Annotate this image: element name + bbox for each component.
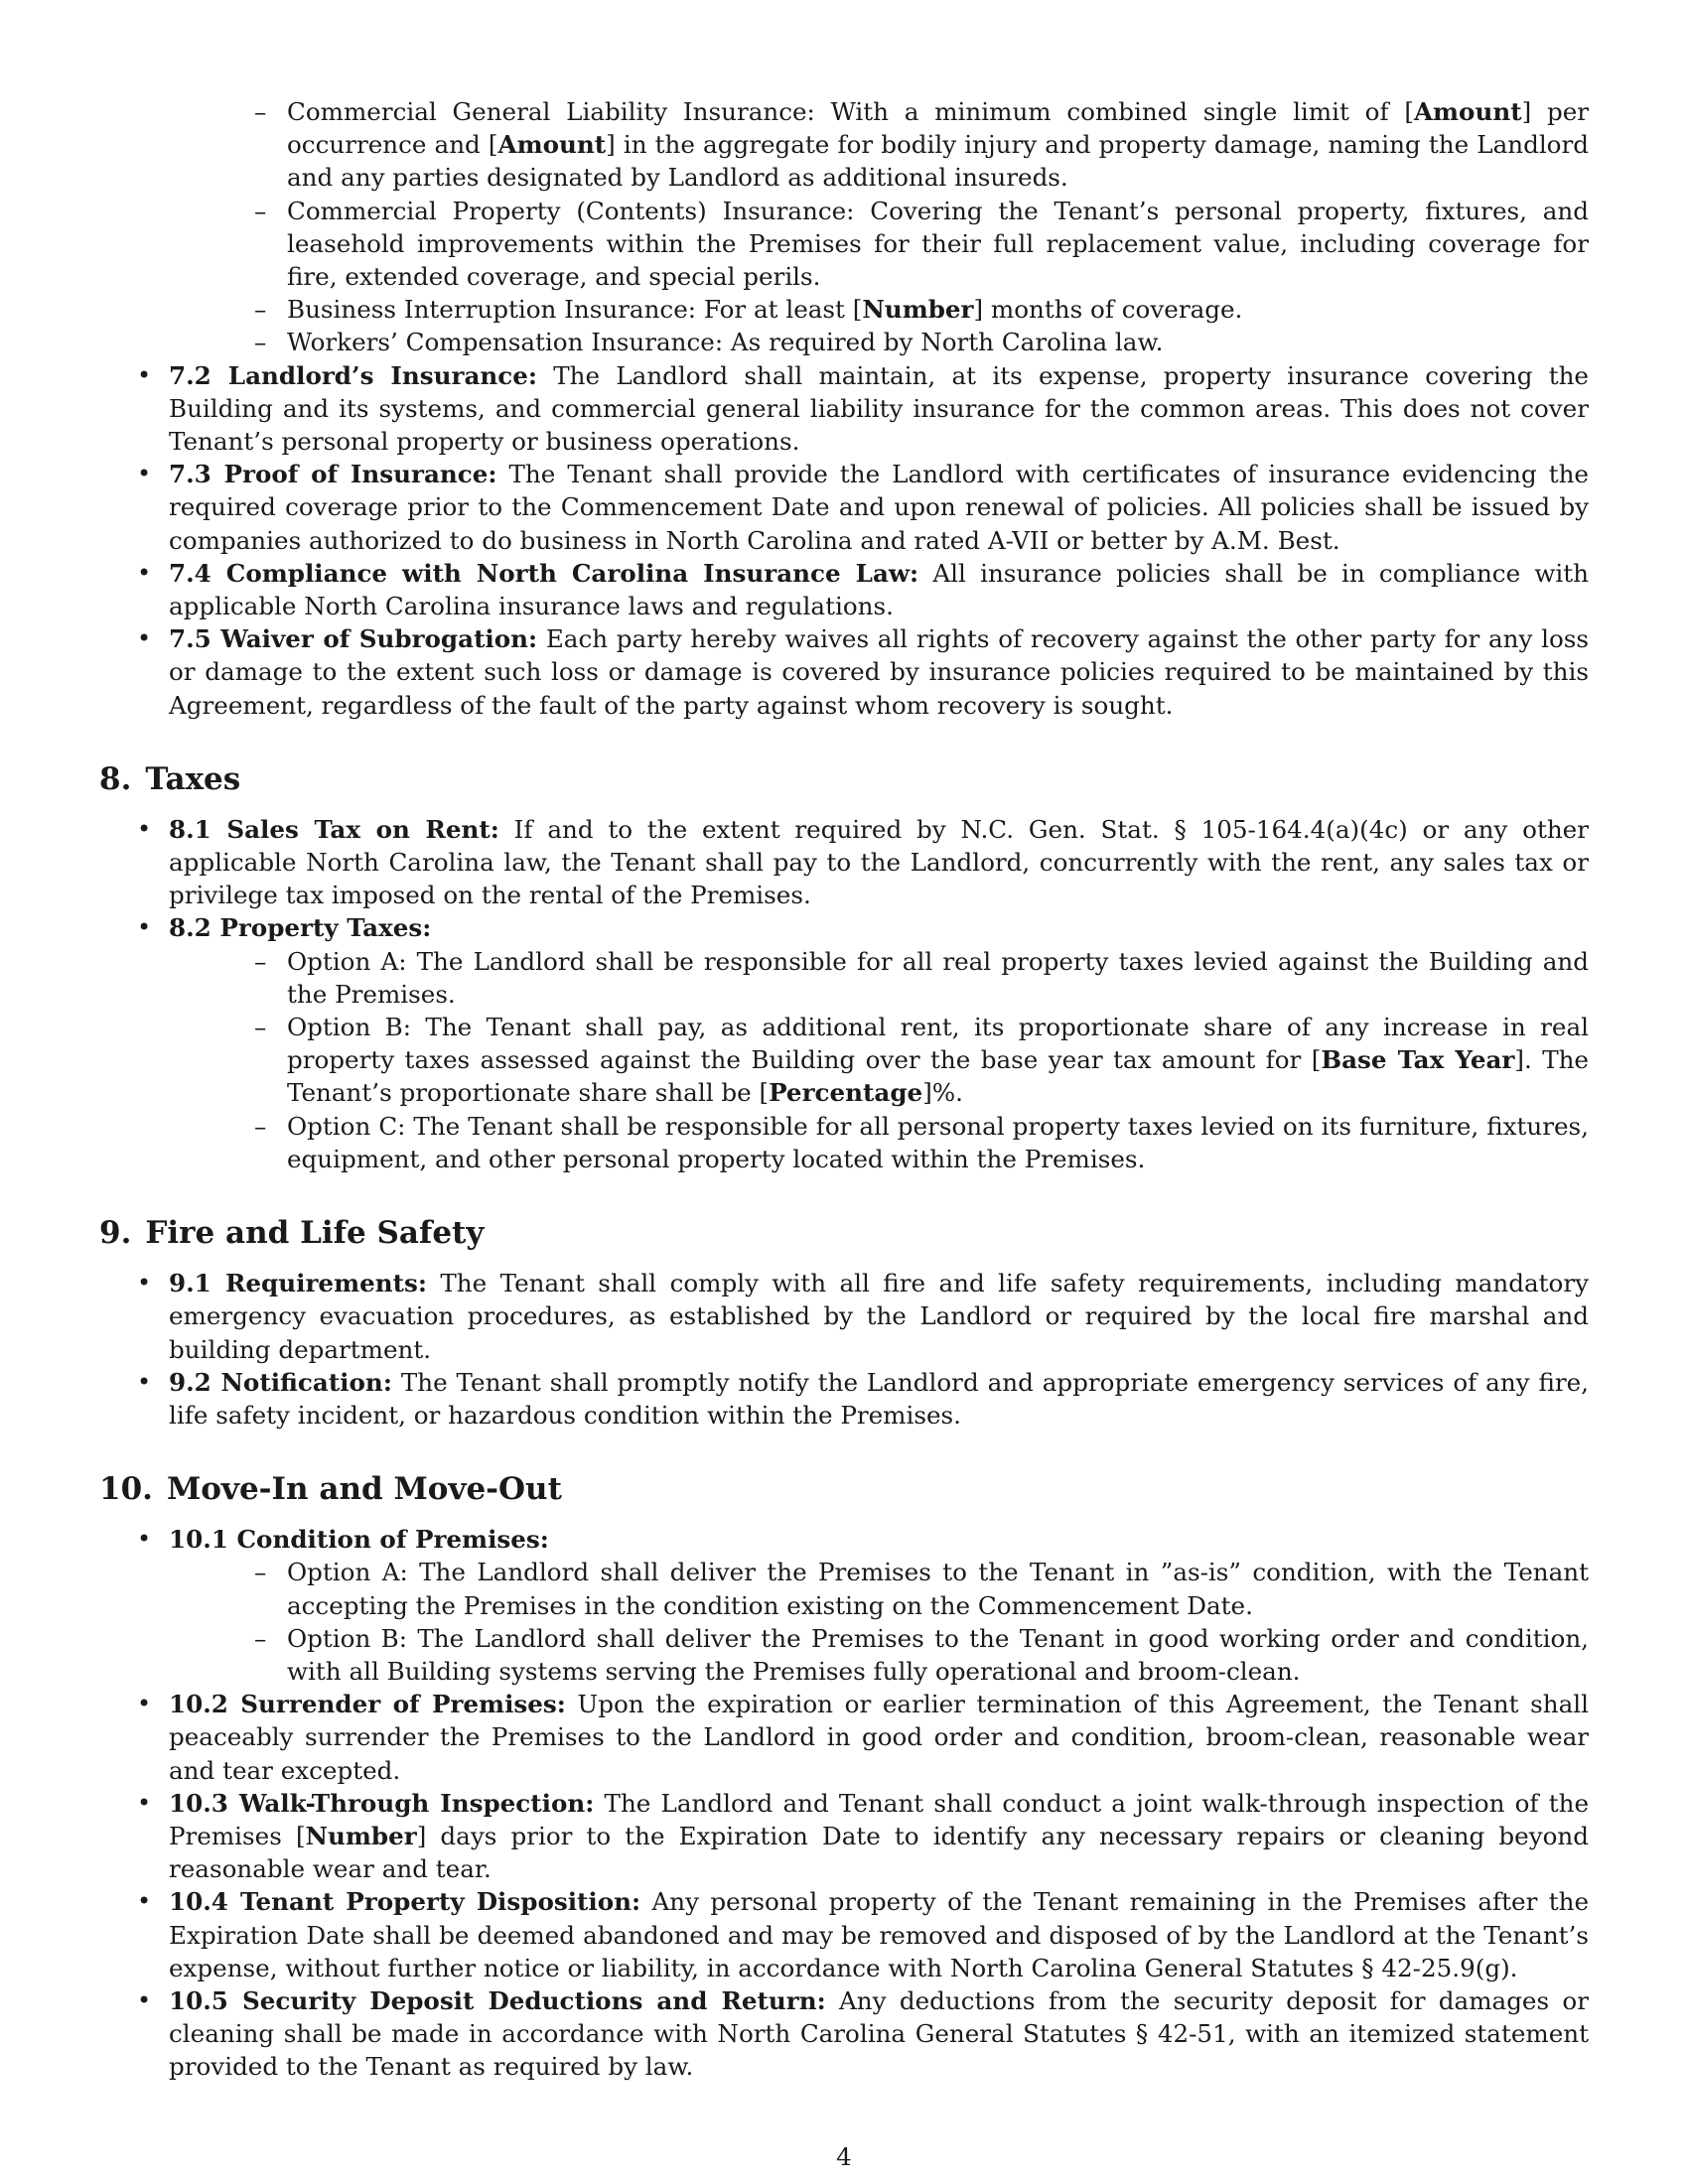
section-heading-taxes: 8. Taxes bbox=[99, 760, 241, 797]
list-item: – Option A: The Landlord shall be responsible for all real property taxes levied against the Building and the Premises. bbox=[254, 946, 1589, 1009]
list-item: • 10.5 Security Deposit Deductions and Return: Any deductions from the security deposit for damages or cleaning shall be made in accordance with North Carolina General Statutes § 42-51, with an itemized statement provided to the Tenant as required by law. bbox=[137, 1985, 1589, 2082]
condition-options bbox=[227, 1556, 1589, 1688]
list-item: – Workers’ Compensation Insurance: As required by North Carolina law. bbox=[254, 328, 1164, 357]
list-item: • 10.1 Condition of Premises: bbox=[137, 1525, 549, 1555]
page-number: 4 bbox=[836, 2142, 852, 2171]
section-7-items bbox=[99, 359, 1589, 722]
section-heading-fire-safety: 9. Fire and Life Safety bbox=[99, 1215, 485, 1252]
section-10-items-b bbox=[99, 1688, 1589, 2083]
list-item: • 10.2 Surrender of Premises: Upon the expiration or earlier termination of this Agreement, the Tenant shall peaceably surrender the Premises to the Landlord in good order and condition, broom-clean, reasonable wear and tear excepted. bbox=[137, 1690, 1589, 1785]
list-item: – Commercial Property (Contents) Insurance: Covering the Tenant’s personal property, fixtures, and leasehold improvements within the Premises for their full replacement value, including coverage for fire, extended coverage, and special perils. bbox=[254, 196, 1589, 292]
section-10-items-a bbox=[99, 1523, 1589, 1556]
section-9-items bbox=[99, 1267, 1589, 1432]
list-item: – Option B: The Landlord shall deliver the Premises to the Tenant in good working order and condition, with all Building systems serving the Premises fully operational and broom-clean. bbox=[254, 1623, 1589, 1686]
property-tax-options bbox=[227, 945, 1589, 1175]
list-item: • 7.5 Waiver of Subrogation: Each party hereby waives all rights of recovery against the other party for any loss or damage to the extent such loss or damage is covered by insurance policies required to be maintained by this Agreement, regardless of the fault of the party against whom recovery is sought. bbox=[137, 624, 1589, 720]
list-item: • 9.1 Requirements: The Tenant shall comply with all fire and life safety requirements, including mandatory emergency evacuation procedures, as established by the Landlord or required by the local fire marshal and building department. bbox=[137, 1269, 1589, 1364]
list-item: • 8.1 Sales Tax on Rent: If and to the extent required by N.C. Gen. Stat. § 105-164.4(a)(4c) or any other applicable North Carolina law, the Tenant shall pay to the Landlord, concurrently with the rent, any sales tax or privilege tax imposed on the rental of the Premises. bbox=[137, 814, 1589, 910]
list-item: • 8.2 Property Taxes: bbox=[137, 913, 432, 943]
section-8-items bbox=[99, 813, 1589, 945]
list-item: • 7.3 Proof of Insurance: The Tenant shall provide the Landlord with certificates of insurance evidencing the required coverage prior to the Commencement Date and upon renewal of policies. All policies shall be issued by companies authorized to do business in North Carolina and rated A-VII or better by A.M. Best. bbox=[137, 460, 1589, 555]
list-item: – Commercial General Liability Insurance: With a minimum combined single limit of [Amount] per occurrence and [Amount] in the aggregate for bodily injury and property damage, naming the Landlord and any parties designated by Landlord as additional insureds. bbox=[254, 97, 1590, 193]
list-item: • 10.4 Tenant Property Disposition: Any personal property of the Tenant remaining in the Premises after the Expiration Date shall be deemed abandoned and may be removed and disposed of by the Landlord at the Tenant’s expense, without further notice or liability, in accordance with North Carolina General Statutes § 42-25.9(g). bbox=[137, 1887, 1589, 1982]
list-item: – Option A: The Landlord shall deliver the Premises to the Tenant in ”as-is” condition, with the Tenant accepting the Premises in the condition existing on the Commencement Date. bbox=[254, 1558, 1589, 1620]
list-item: • 10.3 Walk-Through Inspection: The Landlord and Tenant shall conduct a joint walk-through inspection of the Premises [Number] days prior to the Expiration Date to identify any necessary repairs or cleaning beyond reasonable wear and tear. bbox=[137, 1788, 1589, 1884]
list-item: • 7.4 Compliance with North Carolina Insurance Law: All insurance policies shall be in compliance with applicable North Carolina insurance laws and regulations. bbox=[137, 558, 1589, 621]
insurance-types-list bbox=[227, 95, 1589, 359]
list-item: – Business Interruption Insurance: For at least [Number] months of coverage. bbox=[254, 295, 1243, 325]
list-item: • 7.2 Landlord’s Insurance: The Landlord shall maintain, at its expense, property insurance covering the Building and its systems, and commercial general liability insurance for the common areas. This does not cover Tenant’s personal property or business operations. bbox=[137, 360, 1589, 457]
list-item: • 9.2 Notification: The Tenant shall promptly notify the Landlord and appropriate emergency services of any fire, life safety incident, or hazardous condition within the Premises. bbox=[137, 1367, 1590, 1430]
list-item: – Option C: The Tenant shall be responsible for all personal property taxes levied on its furniture, fixtures, equipment, and other personal property located within the Premises. bbox=[254, 1111, 1589, 1173]
section-heading-move-in-out: 10. Move-In and Move-Out bbox=[99, 1471, 562, 1508]
list-item: – Option B: The Tenant shall pay, as additional rent, its proportionate share of any increase in real property taxes assessed against the Building over the base year tax amount for [Base Tax Year]. The Tenant’s proportionate share shall be [Percentage]%. bbox=[254, 1013, 1589, 1108]
document-body bbox=[99, 95, 1589, 2084]
